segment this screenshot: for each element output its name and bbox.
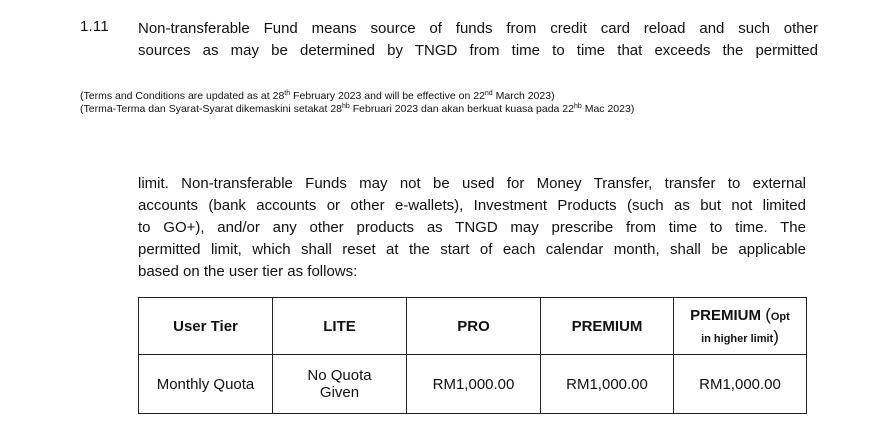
- header-user-tier: User Tier: [139, 298, 273, 355]
- note-malay: (Terma-Terma dan Syarat-Syarat dikemaskini setakat $28^{hb}$ Februari 2023 dan akan berkuat kuasa pada $22^{hb}$ Mac 2023): [80, 103, 635, 115]
- cell-lite: No Quota Given: [273, 355, 407, 414]
- paragraph-line-5: based on the user tier as follows:: [138, 263, 358, 280]
- paragraph: [138, 173, 806, 283]
- header-premium-opt: PREMIUM (Opt in higher limit): [674, 298, 807, 355]
- clause-number: 1.11: [80, 18, 109, 35]
- header-pro: PRO: [407, 298, 541, 355]
- clause-line-2: sources as may be determined by TNGD from time to time that exceeds the permitted: [138, 42, 818, 59]
- paragraph-line-4: permitted limit, which shall reset at the start of each calendar month, shall be applicable: [138, 241, 806, 258]
- update-notes: [80, 90, 634, 116]
- table-row: [139, 355, 807, 414]
- paragraph-line-2: accounts (bank accounts or other e-wallets), Investment Products (such as but not limited: [138, 197, 806, 214]
- header-lite: LITE: [273, 298, 407, 355]
- header-premium: PREMIUM: [541, 298, 674, 355]
- row-label: Monthly Quota: [139, 355, 273, 414]
- cell-premium-opt: RM1,000.00: [674, 355, 807, 414]
- table-header-row: [139, 298, 807, 355]
- quota-table: [138, 297, 807, 414]
- cell-premium: RM1,000.00: [541, 355, 674, 414]
- note-english: (Terms and Conditions are updated as at 28th February 2023 and will be effective on 22nd March 2023): [80, 90, 555, 102]
- clause-line-1: Non-transferable Fund means source of funds from credit card reload and such other: [138, 20, 818, 37]
- clause-text: [138, 18, 818, 62]
- paragraph-line-1: limit. Non-transferable Funds may not be used for Money Transfer, transfer to external: [138, 175, 806, 192]
- paragraph-line-3: to GO+), and/or any other products as TNGD may prescribe from time to time. The: [138, 219, 806, 236]
- cell-pro: RM1,000.00: [407, 355, 541, 414]
